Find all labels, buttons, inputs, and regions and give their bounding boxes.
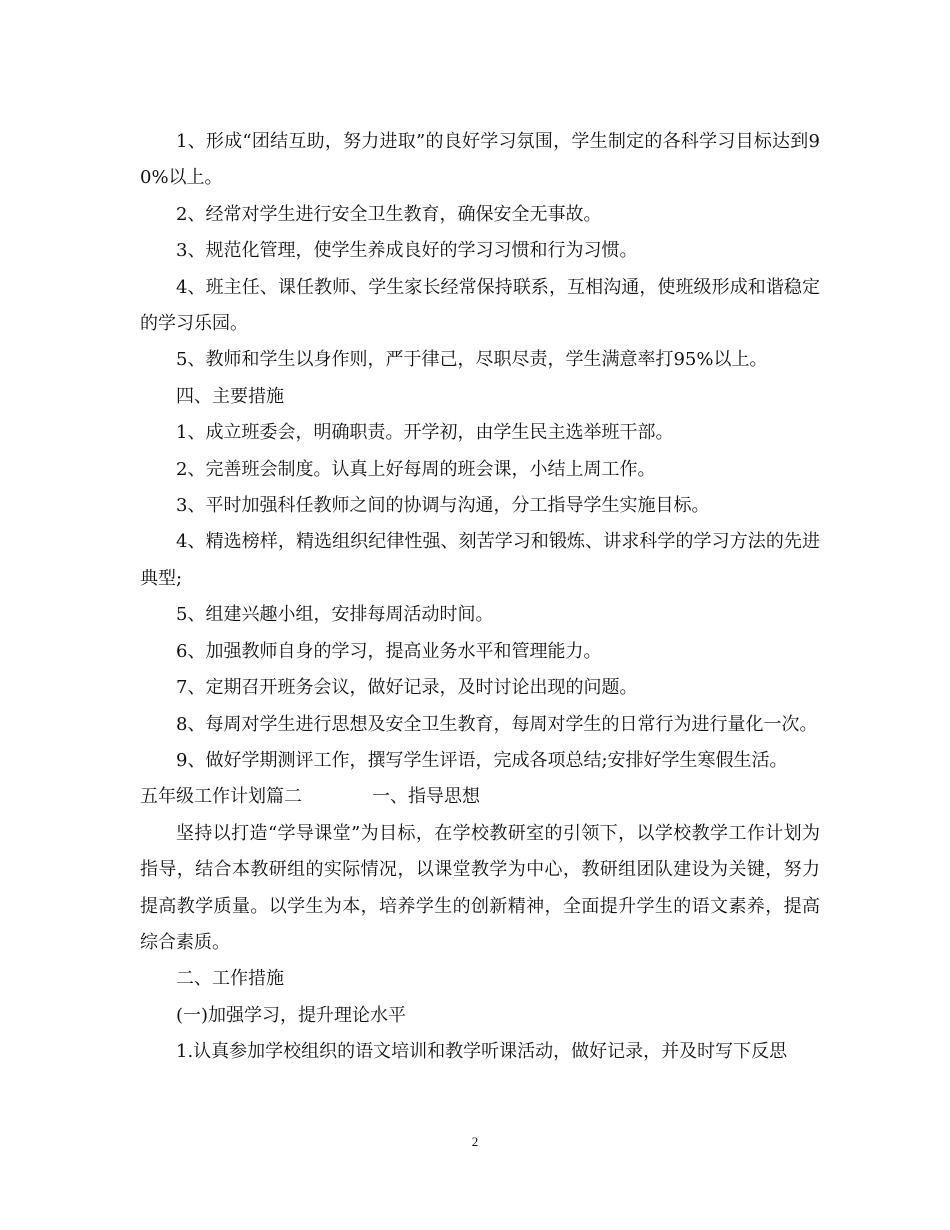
paragraph-measure-6: 6、加强教师自身的学习，提高业务水平和管理能力。 [176, 640, 602, 662]
paragraph-measure-1: 1、成立班委会，明确职责。开学初，由学生民主选举班干部。 [176, 422, 674, 444]
heading-main-measures: 四、主要措施 [176, 385, 284, 407]
paragraph-guiding-thought: 坚持以打造“学导课堂”为目标，在学校教研室的引领下，以学校教学工作计划为指导，结合本教研组的实际情况，以课堂教学为中心，教研组团队建设为关键，努力提高教学质量。以学生为本，培养学生的创新精神，全面提升学生的语文素养，提高综合素质。 [140, 822, 820, 953]
page-number: 2 [471, 1134, 479, 1149]
paragraph-goal-1: 1、形成“团结互助，努力进取”的良好学习氛围，学生制定的各科学习目标达到90%以上。 [140, 131, 820, 189]
paragraph-goal-2: 2、经常对学生进行安全卫生教育，确保安全无事故。 [176, 203, 602, 225]
section-title: 五年级工作计划篇二 [140, 786, 302, 808]
paragraph-measure-5: 5、组建兴趣小组，安排每周活动时间。 [176, 604, 494, 626]
paragraph-measure-4: 4、精选榜样，精选组织纪律性强、刻苦学习和锻炼、讲求科学的学习方法的先进典型; [140, 531, 820, 589]
paragraph-goal-3: 3、规范化管理，使学生养成良好的学习习惯和行为习惯。 [176, 240, 638, 262]
heading-work-measures: 二、工作措施 [176, 968, 284, 990]
subheading-strengthen-learning: (一)加强学习，提升理论水平 [176, 1004, 407, 1026]
section-title-line [140, 779, 820, 815]
paragraph-measure-9: 9、做好学期测评工作，撰写学生评语，完成各项总结;安排好学生寒假生活。 [176, 749, 788, 771]
paragraph-measure-7: 7、定期召开班务会议，做好记录，及时讨论出现的问题。 [176, 677, 638, 699]
paragraph-measure-3: 3、平时加强科任教师之间的协调与沟通，分工指导学生实施目标。 [176, 495, 710, 517]
paragraph-training-1: 1.认真参加学校组织的语文培训和教学听课活动，做好记录，并及时写下反思 [176, 1041, 788, 1063]
paragraph-goal-4: 4、班主任、课任教师、学生家长经常保持联系，互相沟通，使班级形成和谐稳定的学习乐园。 [140, 276, 820, 335]
paragraph-measure-2: 2、完善班会制度。认真上好每周的班会课，小结上周工作。 [176, 458, 656, 480]
document-body [140, 124, 820, 1071]
section-heading-guiding-thought: 一、指导思想 [372, 786, 480, 808]
paragraph-goal-5: 5、教师和学生以身作则，严于律己，尽职尽责，学生满意率打95%以上。 [176, 349, 768, 371]
paragraph-measure-8: 8、每周对学生进行思想及安全卫生教育，每周对学生的日常行为进行量化一次。 [176, 713, 818, 735]
